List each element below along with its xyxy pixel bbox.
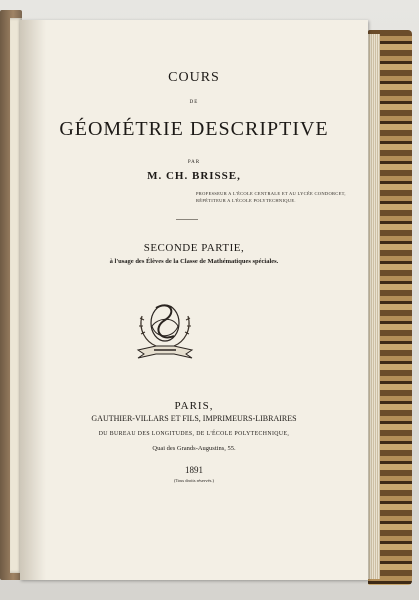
author-name: M. CH. BRISSE, [147, 170, 241, 182]
city: PARIS, [174, 400, 214, 412]
address-line: Quai des Grands-Augustins, 55. [152, 445, 236, 452]
publisher-monogram-emblem [134, 296, 196, 362]
publication-year: 1891 [185, 465, 203, 475]
par-label: PAR [187, 160, 201, 165]
de-label: DE [189, 100, 199, 105]
author-affiliation-2: RÉPÉTITEUR A L'ÉCOLE POLYTECHNIQUE. [196, 198, 296, 203]
usage-line: à l'usage des Élèves de la Classe de Mathématiques spéciales. [109, 258, 279, 265]
separator-rule [176, 219, 198, 220]
book-page-stack [366, 34, 380, 579]
rights-notice: (Tous droits réservés.) [173, 478, 215, 483]
cours-heading: COURS [168, 70, 220, 85]
bureau-line: DU BUREAU DES LONGITUDES, DE L'ÉCOLE POLYTECHNIQUE, [98, 431, 290, 437]
book-title: GÉOMÉTRIE DESCRIPTIVE [59, 118, 329, 140]
publisher-line: GAUTHIER-VILLARS ET FILS, IMPRIMEURS-LIBRAIRES [91, 414, 297, 423]
author-affiliation-1: PROFESSEUR A L'ÉCOLE CENTRALE ET AU LYCÉE CONDORCET, [196, 191, 346, 196]
part-heading: SECONDE PARTIE, [143, 242, 245, 254]
